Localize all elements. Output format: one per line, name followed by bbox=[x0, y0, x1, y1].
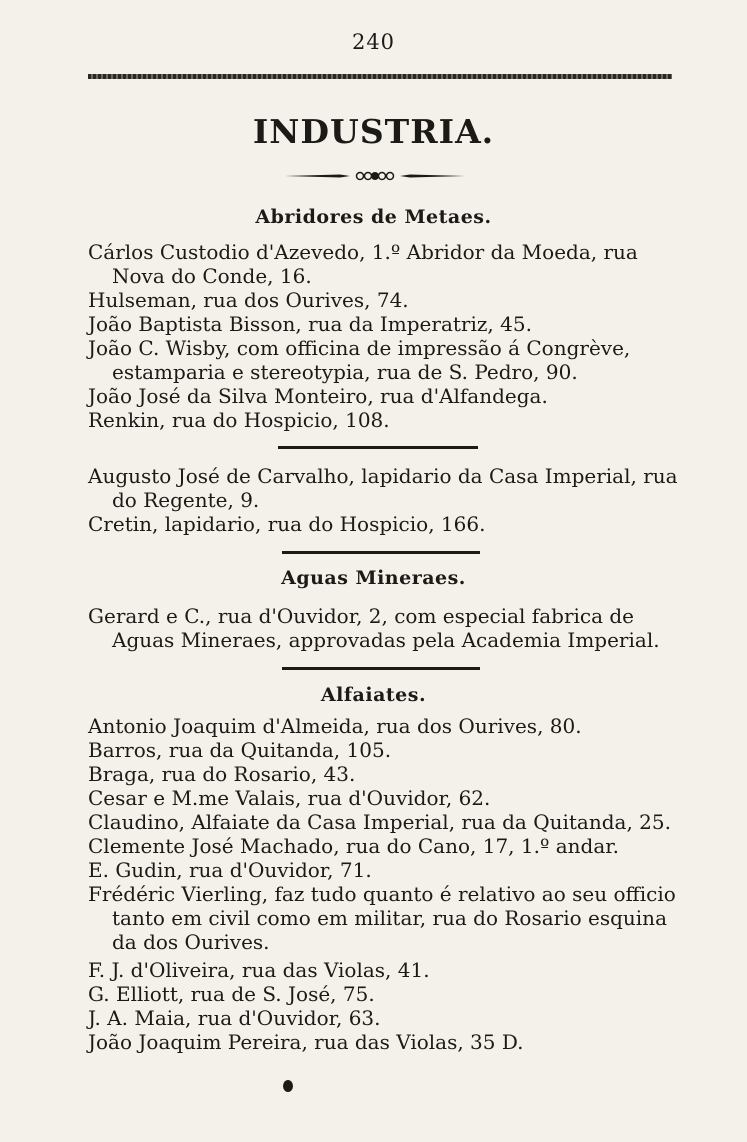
entry-cretin bbox=[88, 512, 680, 536]
entry-augusto-carvalho bbox=[88, 464, 680, 512]
section-divider bbox=[282, 551, 480, 554]
header-rule bbox=[88, 74, 672, 79]
entry-line: Antonio Joaquim d'Almeida, rua dos Ourives, 80. bbox=[88, 714, 582, 738]
section-divider bbox=[278, 446, 478, 449]
entry-line: João Joaquim Pereira, rua das Violas, 35 D. bbox=[88, 1030, 524, 1054]
entry-joao-pereira bbox=[88, 1030, 680, 1054]
entry-line: F. J. d'Oliveira, rua das Violas, 41. bbox=[88, 958, 430, 982]
entry-line: E. Gudin, rua d'Ouvidor, 71. bbox=[88, 858, 372, 882]
entry-line: estamparia e stereotypia, rua de S. Pedro, 90. bbox=[112, 360, 578, 384]
entry-e-gudin bbox=[88, 858, 680, 882]
entry-line: Augusto José de Carvalho, lapidario da Casa Imperial, rua bbox=[88, 464, 678, 488]
page-number: 240 bbox=[351, 30, 396, 54]
entry-antonio-almeida bbox=[88, 714, 680, 738]
entry-line: João Baptista Bisson, rua da Imperatriz, 45. bbox=[88, 312, 532, 336]
ink-blot bbox=[283, 1080, 293, 1092]
entry-line: Clemente José Machado, rua do Cano, 17, 1.º andar. bbox=[88, 834, 619, 858]
entry-barros bbox=[88, 738, 680, 762]
section-heading-alfaiates: Alfaiates. bbox=[320, 684, 427, 706]
entry-frederic-vierling bbox=[88, 882, 680, 954]
entry-fj-oliveira bbox=[88, 958, 680, 982]
entry-cesar-valais bbox=[88, 786, 680, 810]
entry-line: João C. Wisby, com officina de impressão á Congrève, bbox=[88, 336, 631, 360]
entry-line: Nova do Conde, 16. bbox=[112, 264, 312, 288]
section-divider bbox=[282, 667, 480, 670]
entry-line: Hulseman, rua dos Ourives, 74. bbox=[88, 288, 409, 312]
section-heading-aguas: Aguas Mineraes. bbox=[281, 567, 466, 589]
entry-line: Renkin, rua do Hospicio, 108. bbox=[88, 408, 390, 432]
entry-hulseman bbox=[88, 288, 680, 312]
entry-line: Aguas Mineraes, approvadas pela Academia Imperial. bbox=[112, 628, 660, 652]
entry-line: Cesar e M.me Valais, rua d'Ouvidor, 62. bbox=[88, 786, 491, 810]
entry-line: João José da Silva Monteiro, rua d'Alfandega. bbox=[88, 384, 548, 408]
entry-clemente-machado bbox=[88, 834, 680, 858]
entry-line: Cretin, lapidario, rua do Hospicio, 166. bbox=[88, 512, 486, 536]
entry-g-elliott bbox=[88, 982, 680, 1006]
entry-joao-wisby bbox=[88, 336, 680, 384]
entry-line: tanto em civil como em militar, rua do Rosario esquina bbox=[112, 906, 667, 930]
entry-line: Braga, rua do Rosario, 43. bbox=[88, 762, 356, 786]
section-heading-abridores: Abridores de Metaes. bbox=[255, 206, 492, 228]
entry-braga bbox=[88, 762, 680, 786]
entry-line: Gerard e C., rua d'Ouvidor, 2, com especial fabrica de bbox=[88, 604, 635, 628]
entry-line: J. A. Maia, rua d'Ouvidor, 63. bbox=[88, 1006, 381, 1030]
entry-line: Cárlos Custodio d'Azevedo, 1.º Abridor da Moeda, rua bbox=[88, 240, 638, 264]
entry-renkin bbox=[88, 408, 680, 432]
entry-line: G. Elliott, rua de S. José, 75. bbox=[88, 982, 375, 1006]
page-title: INDUSTRIA. bbox=[252, 112, 495, 151]
entry-line: Claudino, Alfaiate da Casa Imperial, rua da Quitanda, 25. bbox=[88, 810, 671, 834]
entry-line: Barros, rua da Quitanda, 105. bbox=[88, 738, 392, 762]
entry-line: da dos Ourives. bbox=[112, 930, 270, 954]
entry-line: Frédéric Vierling, faz tudo quanto é relativo ao seu officio bbox=[88, 882, 676, 906]
entry-carlos-custodio bbox=[88, 240, 680, 288]
ornament-divider bbox=[280, 168, 470, 184]
entry-joao-monteiro bbox=[88, 384, 680, 408]
entry-joao-bisson bbox=[88, 312, 680, 336]
entry-ja-maia bbox=[88, 1006, 680, 1030]
entry-claudino bbox=[88, 810, 680, 834]
entry-line: do Regente, 9. bbox=[112, 488, 260, 512]
entry-gerard bbox=[88, 604, 680, 652]
